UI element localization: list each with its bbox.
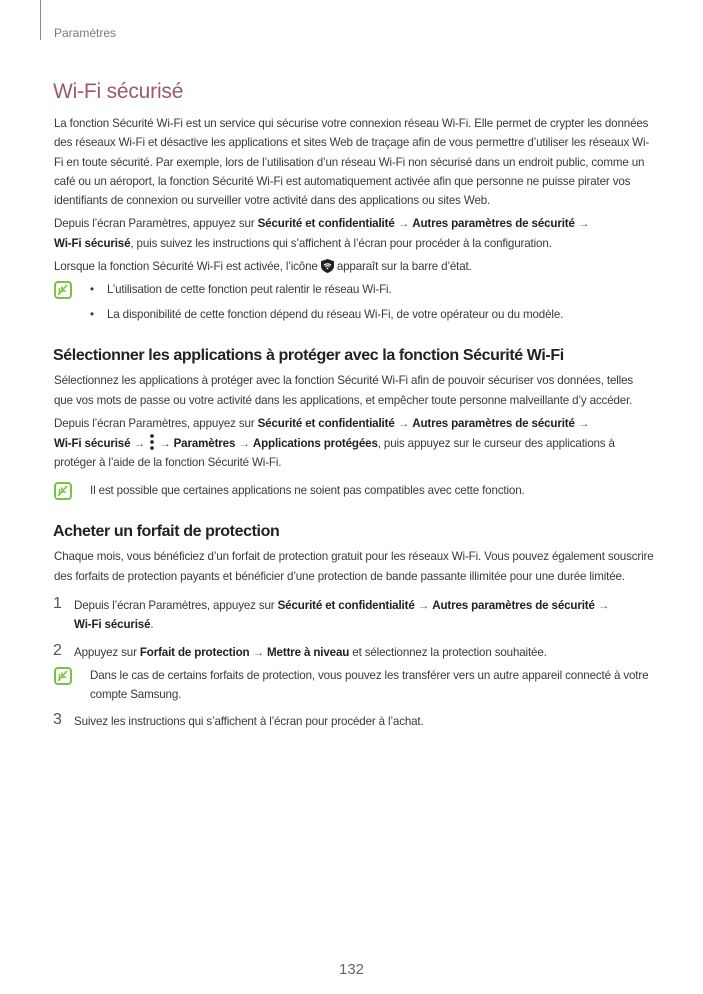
page-number: 132 [338, 961, 365, 978]
margin-rule [40, 0, 41, 40]
note-block [54, 481, 654, 500]
status-paragraph: Lorsque la fonction Sécurité Wi-Fi est activée, l’icône apparaît sur la barre d’état. [54, 260, 472, 274]
section-heading: Acheter un forfait de protection [53, 523, 280, 541]
menu-path-wifi: Wi-Fi sécurisé [54, 236, 131, 250]
step-3: 3 Suivez les instructions qui s’affichent à l’écran pour procéder à l’achat. [53, 711, 424, 729]
page-title: Wi-Fi sécurisé [53, 80, 184, 103]
intro-paragraph: La fonction Sécurité Wi-Fi est un service qui sécurise votre connexion réseau Wi-Fi. Elle permet de crypter les données des réseaux Wi-Fi et désactive les applications et sites Web de traçage afin de vous permettre d’utiliser les réseaux Wi-Fi en toute sécurité. Par exemple, lors de l’utilisation d’un réseau Wi-Fi non sécurisé dans un endroit public, comme un café ou un aéroport, la fonction Sécurité Wi-Fi est automatiquement activée afin que personne ne puisse pirater vos identifiants de connexion ou surveiller votre activité dans des applications ou sites Web. [54, 117, 650, 208]
more-options-icon [148, 433, 156, 451]
note-block [54, 280, 654, 324]
shield-wifi-icon [321, 259, 334, 273]
page-content [54, 114, 654, 736]
protected-apps-path: Depuis l’écran Paramètres, appuyez sur Sécurité et confidentialité → Autres paramètres de sécurité → Wi-Fi sécurisé → → Paramètres → Applications protégées, puis appuyez sur le curseur des applications à protéger à l’aide de la fonction Sécurité Wi-Fi. [54, 416, 615, 470]
note-block [54, 666, 654, 705]
note-text: Dans le cas de certains forfaits de protection, vous pouvez les transférer vers un autre appareil connecté à votre compte Samsung. [90, 668, 649, 702]
running-head: Paramètres [54, 26, 117, 40]
note-item: • L’utilisation de cette fonction peut ralentir le réseau Wi-Fi. [90, 280, 654, 299]
step-2: 2 Appuyez sur Forfait de protection → Mettre à niveau et sélectionnez la protection souhaitée. [53, 641, 547, 659]
note-icon [54, 667, 72, 685]
setup-path: Depuis l’écran Paramètres, appuyez sur Sécurité et confidentialité → Autres paramètres de sécurité → Wi-Fi sécurisé, puis suivez les instructions qui s’affichent à l’écran pour procéder à la configuration. [54, 217, 590, 250]
note-text: Il est possible que certaines applications ne soient pas compatibles avec cette fonction. [90, 483, 525, 497]
step-1: 1 Depuis l’écran Paramètres, appuyez sur Sécurité et confidentialité → Autres paramètres de sécurité → Wi-Fi sécurisé. [53, 594, 610, 632]
note-icon [54, 281, 72, 299]
note-icon [54, 482, 72, 500]
section-paragraph: Sélectionnez les applications à protéger avec la fonction Sécurité Wi-Fi afin de pouvoir sécuriser vos données, telles que vos mots de passe ou votre activité dans les applications, et empêcher toute personne malveillante d’y accéder. [54, 374, 634, 407]
note-item: • La disponibilité de cette fonction dépend du réseau Wi-Fi, de votre opérateur ou du modèle. [90, 305, 654, 324]
section-heading: Sélectionner les applications à protéger avec la fonction Sécurité Wi-Fi [53, 346, 564, 364]
menu-path-other-settings: Autres paramètres de sécurité [412, 217, 575, 231]
section-paragraph: Chaque mois, vous bénéficiez d’un forfait de protection gratuit pour les réseaux Wi-Fi. Vous pouvez également souscrire des forfaits de protection payants et bénéficier d’une protection de bande passante illimitée pour une durée limitée. [54, 550, 654, 583]
menu-path-security: Sécurité et confidentialité [257, 217, 395, 231]
